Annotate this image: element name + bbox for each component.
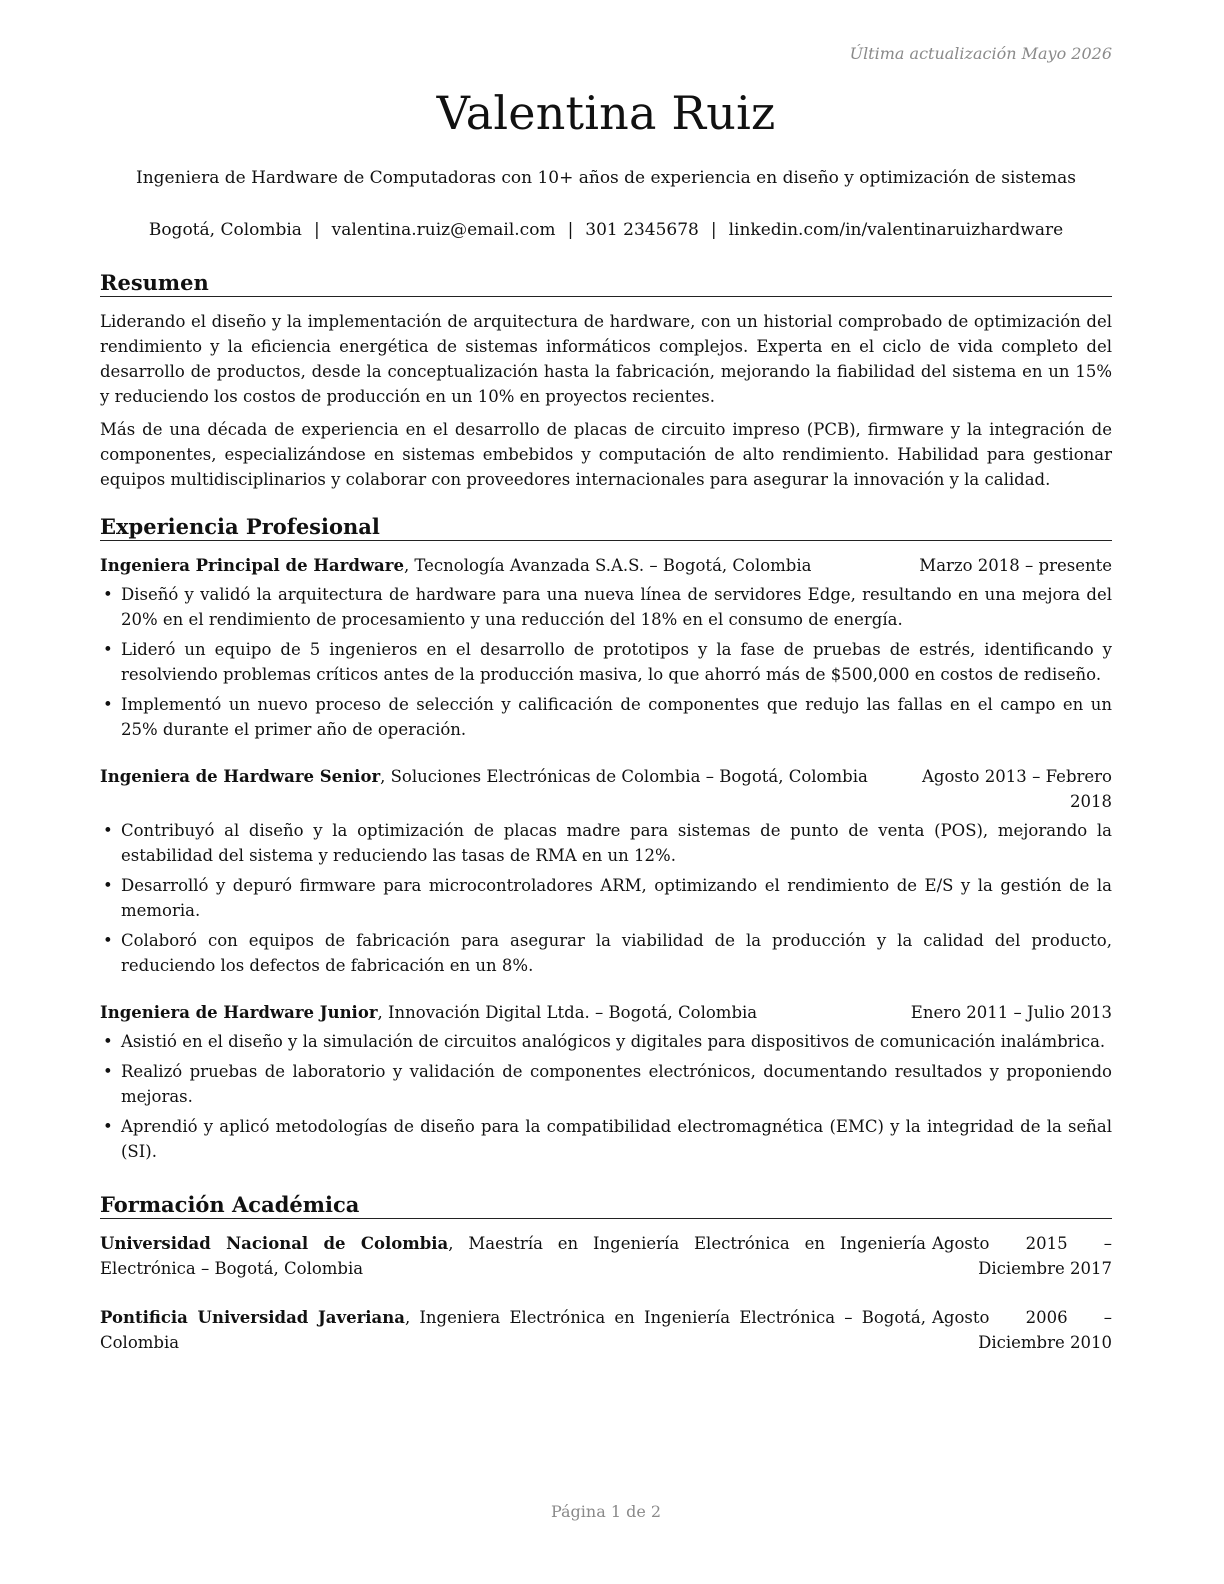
job-role: Ingeniera de Hardware Senior: [100, 767, 381, 786]
education-dates: Agosto 2015 – Diciembre 2017: [932, 1234, 1112, 1278]
list-item: • Desarrolló y depuró firmware para microcontroladores ARM, optimizando el rendimiento de E/S y la gestión de la memoria.: [100, 873, 1112, 923]
summary-section: [100, 270, 1112, 500]
job-entry: [100, 1000, 1112, 1164]
section-title-experience: Experiencia Profesional: [100, 514, 1112, 541]
job-bullets: [100, 1029, 1112, 1164]
list-item: • Diseñó y validó la arquitectura de hardware para una nueva línea de servidores Edge, resultando en una mejora del 20% en el rendimiento de procesamiento y una reducción del 18% en el consumo de energía.: [100, 582, 1112, 632]
contact-line: [60, 220, 1152, 240]
job-title-line: [100, 764, 910, 814]
job-bullets: [100, 818, 1112, 978]
job-entry: [100, 764, 1112, 978]
list-item: • Aprendió y aplicó metodologías de diseño para la compatibilidad electromagnética (EMC) y la integridad de la señal (SI).: [100, 1114, 1112, 1164]
job-title-line: [100, 553, 907, 578]
job-header: [100, 764, 1112, 814]
job-dates: Enero 2011 – Julio 2013: [910, 1003, 1112, 1022]
list-item: • Asistió en el diseño y la simulación de circuitos analógicos y digitales para dispositivos de comunicación inalámbrica.: [100, 1029, 1112, 1054]
job-entry: [100, 553, 1112, 742]
education-school: Universidad Nacional de Colombia: [100, 1234, 449, 1253]
education-degree: , Maestría en Ingeniería Electrónica en Ingeniería Electrónica – Bogotá, Colombia: [100, 1234, 926, 1278]
candidate-name: Valentina Ruiz: [436, 86, 776, 140]
education-degree: , Ingeniera Electrónica en Ingeniería Electrónica – Bogotá, Colombia: [100, 1308, 926, 1352]
education-detail-line: [100, 1231, 926, 1281]
contact-separator: |: [567, 220, 574, 240]
contact-phone: 301 2345678: [585, 220, 699, 240]
education-entry: [100, 1305, 1112, 1355]
job-title-line: [100, 1000, 899, 1025]
resume-page: [100, 0, 1112, 1584]
summary-paragraph: Más de una década de experiencia en el desarrollo de placas de circuito impreso (PCB), firmware y la integración de componentes, especializándose en sistemas embebidos y computación de alto rendimiento. Habilidad para gestionar equipos multidisciplinarios y colaborar con proveedores internacionales para asegurar la innovación y la calidad.: [100, 420, 1112, 489]
job-company: , Tecnología Avanzada S.A.S. – Bogotá, Colombia: [403, 556, 812, 575]
section-title-summary: Resumen: [100, 270, 1112, 297]
education-entry: [100, 1231, 1112, 1281]
tagline: Ingeniera de Hardware de Computadoras con 10+ años de experiencia en diseño y optimización de sistemas: [136, 168, 1076, 188]
education-section: [100, 1192, 1112, 1379]
education-detail-line: [100, 1305, 926, 1355]
job-company: , Innovación Digital Ltda. – Bogotá, Colombia: [377, 1003, 758, 1022]
job-bullets: [100, 582, 1112, 742]
contact-separator: |: [710, 220, 717, 240]
education-school: Pontificia Universidad Javeriana: [100, 1308, 405, 1327]
job-company: , Soluciones Electrónicas de Colombia – Bogotá, Colombia: [380, 767, 868, 786]
contact-location: Bogotá, Colombia: [148, 220, 302, 240]
list-item: • Colaboró con equipos de fabricación para asegurar la viabilidad de la producción y la calidad del producto, reduciendo los defectos de fabricación en un 8%.: [100, 928, 1112, 978]
section-title-education: Formación Académica: [100, 1192, 1112, 1219]
list-item: • Lideró un equipo de 5 ingenieros en el desarrollo de prototipos y la fase de pruebas de estrés, identificando y resolviendo problemas críticos antes de la producción masiva, lo que ahorró más de $500,000 en costos de rediseño.: [100, 637, 1112, 687]
contact-linkedin[interactable]: linkedin.com/in/valentinaruizhardware: [728, 220, 1064, 240]
list-item: • Contribuyó al diseño y la optimización de placas madre para sistemas de punto de venta (POS), mejorando la estabilidad del sistema y reduciendo las tasas de RMA en un 12%.: [100, 818, 1112, 868]
last-updated: Última actualización Mayo 2026: [849, 44, 1112, 63]
summary-paragraph: Liderando el diseño y la implementación de arquitectura de hardware, con un historial comprobado de optimización del rendimiento y la eficiencia energética de sistemas informáticos complejos. Experta en el ciclo de vida completo del desarrollo de productos, desde la conceptualización hasta la fabricación, mejorando la fiabilidad del sistema en un 15% y reduciendo los costos de producción en un 10% en proyectos recientes.: [100, 312, 1112, 406]
job-header: [100, 1000, 1112, 1025]
experience-section: [100, 514, 1112, 1186]
education-dates: Agosto 2006 – Diciembre 2010: [932, 1308, 1112, 1352]
contact-email[interactable]: valentina.ruiz@email.com: [331, 220, 556, 240]
job-header: [100, 553, 1112, 578]
contact-separator: |: [313, 220, 320, 240]
job-dates: Agosto 2013 – Febrero 2018: [922, 767, 1112, 811]
job-dates: Marzo 2018 – presente: [919, 556, 1112, 575]
page-number: Página 1 de 2: [550, 1502, 662, 1521]
list-item: • Realizó pruebas de laboratorio y validación de componentes electrónicos, documentando resultados y proponiendo mejoras.: [100, 1059, 1112, 1109]
job-role: Ingeniera Principal de Hardware: [100, 556, 404, 575]
list-item: • Implementó un nuevo proceso de selección y calificación de componentes que redujo las fallas en el campo en un 25% durante el primer año de operación.: [100, 692, 1112, 742]
job-role: Ingeniera de Hardware Junior: [100, 1003, 378, 1022]
